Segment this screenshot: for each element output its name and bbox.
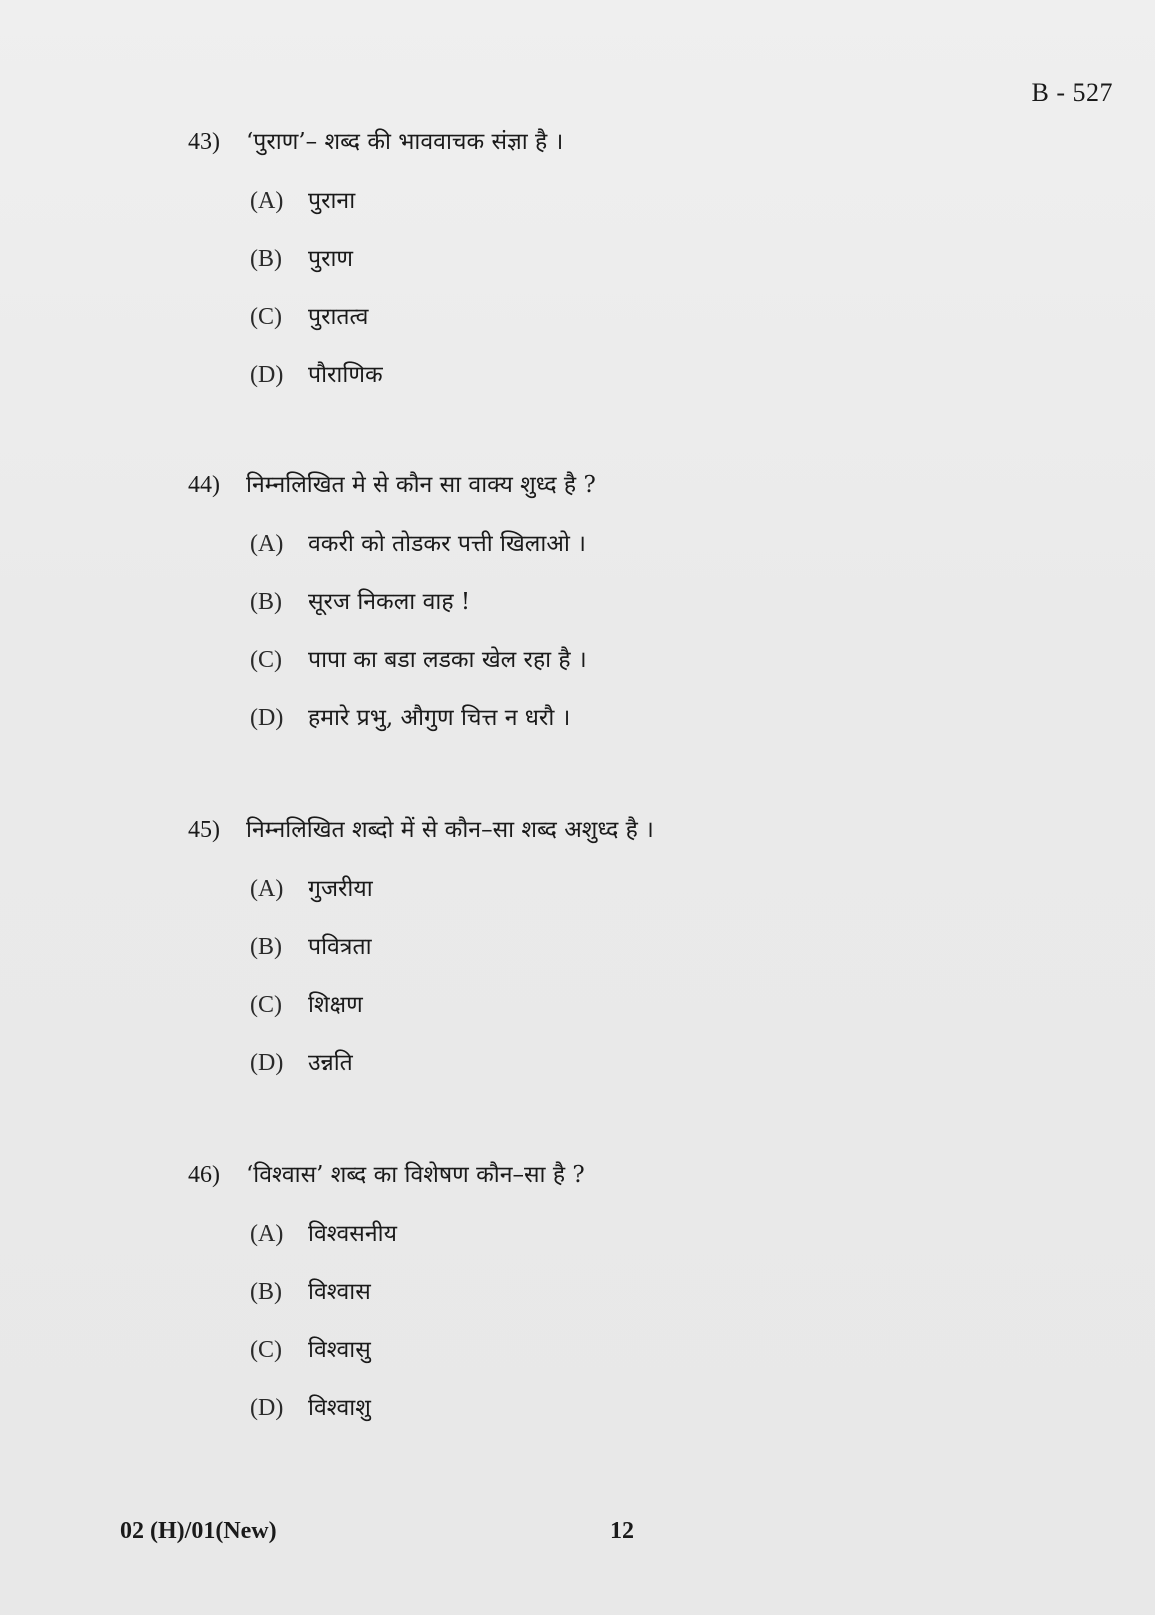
option-d (250, 357, 1048, 415)
option-text: सूरज निकला वाह ! (308, 589, 471, 615)
option-text: पुराना (308, 188, 356, 214)
option-text: हमारे प्रभु, औगुण चित्त न धरौ । (308, 705, 571, 731)
question-stem (188, 127, 1048, 157)
option-letter: (A) (250, 531, 284, 557)
option-text: पौराणिक (308, 362, 383, 388)
option-letter: (C) (250, 647, 282, 673)
question-text: निम्नलिखित शब्दो में से कौन–सा शब्द अशुध्द है । (246, 817, 654, 843)
options-list (250, 871, 1048, 1103)
question-stem (188, 815, 1048, 845)
option-c (250, 299, 1048, 357)
footer-paper-code: 02 (H)/01(New) (120, 1518, 277, 1544)
question-number: 43) (188, 129, 220, 155)
question-46 (188, 1160, 1048, 1448)
question-45 (188, 815, 1048, 1103)
options-list (250, 526, 1048, 758)
option-b (250, 241, 1048, 299)
option-text: विश्वाशु (308, 1395, 371, 1421)
option-d (250, 700, 1048, 758)
option-a (250, 183, 1048, 241)
option-text: विश्वसनीय (308, 1221, 397, 1247)
option-letter: (C) (250, 1337, 282, 1363)
option-text: विश्वास (308, 1279, 371, 1305)
option-b (250, 929, 1048, 987)
option-text: गुजरीया (308, 876, 373, 902)
option-text: उन्नति (308, 1050, 353, 1076)
option-text: पुराण (308, 246, 354, 272)
option-letter: (B) (250, 246, 282, 272)
footer-page-number: 12 (610, 1518, 634, 1544)
question-number: 46) (188, 1162, 220, 1188)
option-letter: (A) (250, 1221, 284, 1247)
option-a (250, 526, 1048, 584)
option-letter: (B) (250, 589, 282, 615)
option-text: शिक्षण (308, 992, 363, 1018)
option-text: पुरातत्व (308, 304, 369, 330)
option-letter: (B) (250, 934, 282, 960)
options-list (250, 1216, 1048, 1448)
option-a (250, 1216, 1048, 1274)
option-d (250, 1045, 1048, 1103)
option-letter: (A) (250, 188, 284, 214)
question-text: ‘पुराण’– शब्द की भाववाचक संज्ञा है । (246, 129, 564, 155)
option-c (250, 642, 1048, 700)
option-letter: (C) (250, 304, 282, 330)
question-text: निम्नलिखित मे से कौन सा वाक्य शुध्द है ? (246, 472, 596, 498)
option-c (250, 987, 1048, 1045)
option-text: वकरी को तोडकर पत्ती खिलाओ । (308, 531, 586, 557)
option-text: पापा का बडा लडका खेल रहा है । (308, 647, 587, 673)
option-a (250, 871, 1048, 929)
question-number: 44) (188, 472, 220, 498)
option-text: पवित्रता (308, 934, 372, 960)
question-number: 45) (188, 817, 220, 843)
option-letter: (D) (250, 362, 284, 388)
options-list (250, 183, 1048, 415)
question-44 (188, 470, 1048, 758)
question-stem (188, 1160, 1048, 1190)
paper-code-header: B - 527 (1031, 78, 1113, 107)
option-b (250, 584, 1048, 642)
option-letter: (D) (250, 705, 284, 731)
option-letter: (D) (250, 1050, 284, 1076)
option-b (250, 1274, 1048, 1332)
option-letter: (A) (250, 876, 284, 902)
question-stem (188, 470, 1048, 500)
option-text: विश्वासु (308, 1337, 371, 1363)
question-43 (188, 127, 1048, 415)
option-c (250, 1332, 1048, 1390)
option-letter: (C) (250, 992, 282, 1018)
option-letter: (B) (250, 1279, 282, 1305)
option-letter: (D) (250, 1395, 284, 1421)
option-d (250, 1390, 1048, 1448)
question-text: ‘विश्वास’ शब्द का विशेषण कौन–सा है ? (246, 1162, 585, 1188)
